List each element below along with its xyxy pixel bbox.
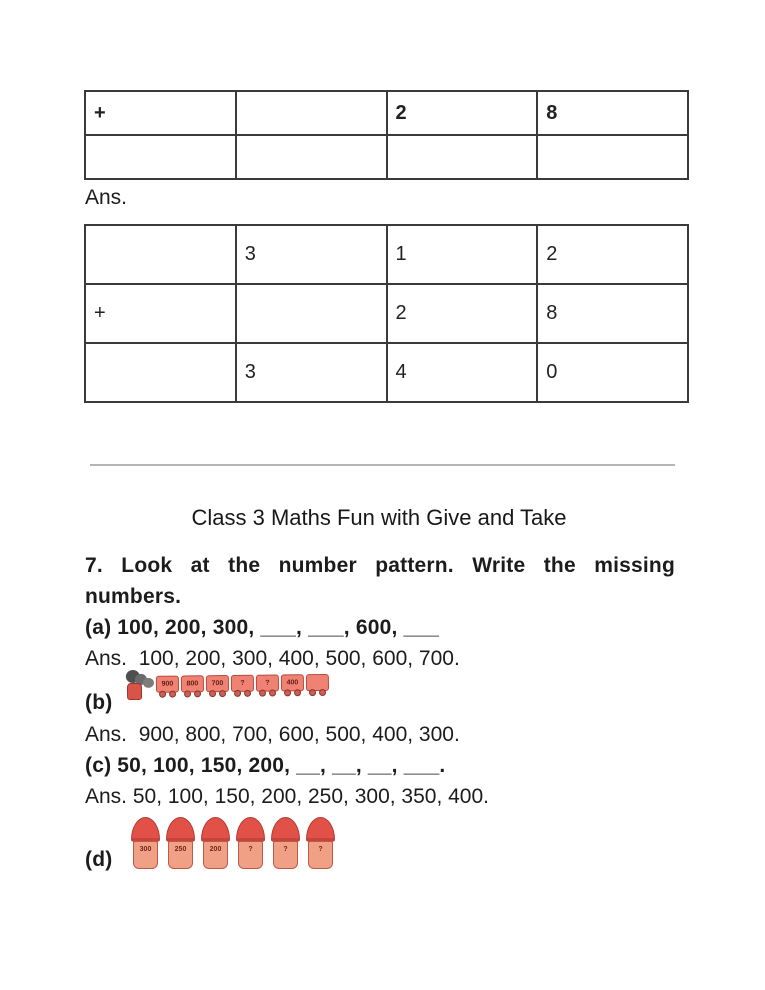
hut-body	[168, 841, 193, 869]
hut-roof-icon	[201, 817, 230, 842]
table-row	[85, 343, 688, 402]
table-row	[85, 135, 688, 179]
table-cell	[537, 135, 688, 179]
table-cell: 0	[537, 343, 688, 402]
train-wagon: 700	[206, 675, 229, 692]
train-wagon: 900	[156, 676, 179, 693]
hut-label: ?	[283, 846, 288, 853]
hut-body	[308, 841, 333, 869]
table-cell	[236, 91, 387, 135]
pattern-a-prompt: (a) 100, 200, 300, ___, ___, 600, ___	[85, 616, 440, 639]
pattern-d-label: (d)	[85, 848, 113, 871]
page-title: Class 3 Maths Fun with Give and Take	[191, 505, 567, 530]
table-row	[85, 225, 688, 284]
table-cell	[85, 343, 236, 402]
table-cell: 8	[537, 91, 688, 135]
train-wagon: 400	[281, 674, 304, 691]
table-cell	[85, 225, 236, 284]
addition-answer-table	[84, 224, 689, 403]
train-wagon: ?	[256, 674, 279, 691]
hut-label: 250	[174, 846, 187, 853]
table-row	[85, 284, 688, 343]
table-row	[85, 91, 688, 135]
hut-label: ?	[248, 846, 253, 853]
hut-label: ?	[318, 846, 323, 853]
table-cell: 2	[387, 284, 538, 343]
table-cell: 2	[387, 91, 538, 135]
train-wagon	[306, 674, 329, 691]
hut	[201, 817, 230, 873]
table-cell: 3	[236, 225, 387, 284]
hut-roof-icon	[271, 817, 300, 842]
table-cell: 3	[236, 343, 387, 402]
hut	[236, 817, 265, 873]
pattern-c-answer: Ans. 50, 100, 150, 200, 250, 300, 350, 400.	[85, 785, 489, 808]
train-smoke-icon	[143, 678, 154, 688]
hut-label: 200	[209, 846, 222, 853]
section-divider	[90, 464, 675, 466]
table-cell	[236, 135, 387, 179]
hut	[166, 817, 195, 873]
answer-label: Ans.	[85, 186, 128, 209]
huts-pattern-image	[131, 817, 335, 873]
hut	[306, 817, 335, 873]
train-wagon: ?	[231, 675, 254, 692]
addition-problem-table	[84, 90, 689, 180]
table-cell	[85, 135, 236, 179]
table-cell: 1	[387, 225, 538, 284]
question-7-text: numbers.	[85, 585, 182, 608]
question-7-text: 7. Look at the number pattern. Write the missing	[85, 554, 675, 577]
train-wagons	[156, 674, 329, 693]
hut-body	[203, 841, 228, 869]
table-cell: +	[85, 91, 236, 135]
table-cell	[387, 135, 538, 179]
hut-roof-icon	[131, 817, 160, 842]
table-cell	[236, 284, 387, 343]
hut	[271, 817, 300, 873]
hut-body	[238, 841, 263, 869]
table-cell: 2	[537, 225, 688, 284]
hut-label: 300	[139, 846, 152, 853]
pattern-c-prompt: (c) 50, 100, 150, 200, __, __, __, ___.	[85, 754, 446, 777]
hut-roof-icon	[306, 817, 335, 842]
train-pattern-image	[126, 668, 334, 710]
hut-roof-icon	[236, 817, 265, 842]
hut-roof-icon	[166, 817, 195, 842]
table-cell: +	[85, 284, 236, 343]
pattern-b-label: (b)	[85, 691, 113, 714]
pattern-b-answer: Ans. 900, 800, 700, 600, 500, 400, 300.	[85, 723, 460, 746]
train-wagon: 800	[181, 675, 204, 692]
table-cell: 4	[387, 343, 538, 402]
table-cell: 8	[537, 284, 688, 343]
pattern-a-answer: Ans. 100, 200, 300, 400, 500, 600, 700.	[85, 647, 460, 670]
hut-body	[273, 841, 298, 869]
